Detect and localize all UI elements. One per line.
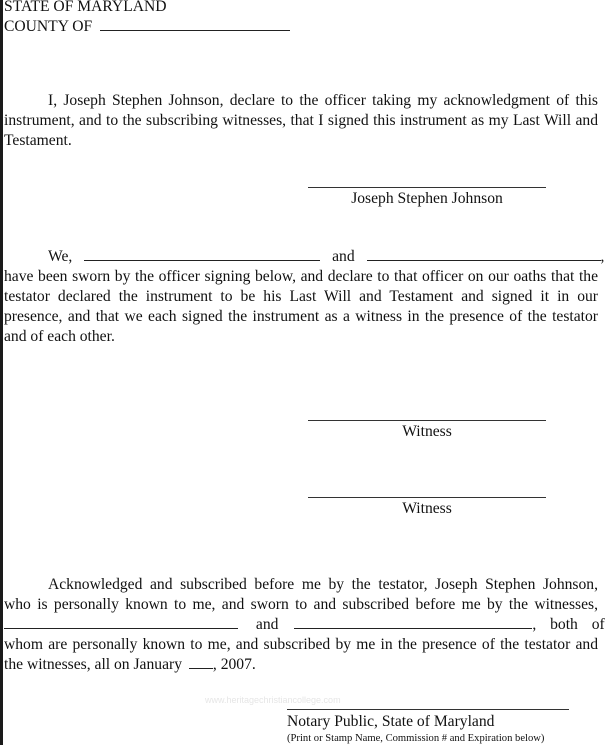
declaration-line-2: instrument, and to the subscribing witnesses, that I signed this instrument as my Last Will and xyxy=(4,112,598,129)
county-line xyxy=(4,17,290,37)
we-label: We, xyxy=(48,248,73,265)
county-blank xyxy=(100,18,290,31)
comma-label: , xyxy=(600,248,605,265)
and-label: and xyxy=(332,248,355,265)
ack-date-end: , 2007. xyxy=(212,656,256,673)
testator-signature-line xyxy=(308,187,546,188)
county-label: COUNTY OF xyxy=(4,18,93,35)
page-left-border xyxy=(0,0,3,745)
witness-statement-line-3: testator declared the instrument to be his Last Will and Testament and signed it in our xyxy=(4,288,598,305)
declaration-line-3: Testament. xyxy=(4,132,72,149)
declaration-line-1: I, Joseph Stephen Johnson, declare to the officer taking my acknowledgment of this xyxy=(48,92,598,109)
notary-title: Notary Public, State of Maryland xyxy=(287,713,495,730)
state-heading: STATE OF MARYLAND xyxy=(4,0,167,15)
ack-and-label: and xyxy=(255,616,279,633)
witness-2-label: Witness xyxy=(402,500,452,517)
witness-2-name-blank xyxy=(367,248,601,261)
ack-witness-2-blank xyxy=(294,616,532,629)
witness-statement-line-2: have been sworn by the officer signing below, and declare to that officer on our oaths that the xyxy=(4,268,598,285)
witness-1-signature-line xyxy=(308,420,546,421)
witness-2-signature-line xyxy=(308,497,546,498)
witness-1-name-blank xyxy=(84,248,320,261)
acknowledgment-line-2: who is personally known to me, and sworn to and subscribed before me by the witnesses, xyxy=(4,596,598,613)
notary-signature-line xyxy=(287,709,569,710)
witness-1-label: Witness xyxy=(402,423,452,440)
acknowledgment-line-4: whom are personally known to me, and subscribed by me in the presence of the testator and xyxy=(4,636,598,653)
witness-statement-line-4: presence, and that we each signed the instrument as a witness in the presence of the testator xyxy=(4,308,598,325)
ack-date-start: the witnesses, all on January xyxy=(4,656,182,673)
ack-day-blank xyxy=(189,656,213,669)
watermark: www.heritagechristiancollege.com xyxy=(205,695,341,705)
acknowledgment-line-5 xyxy=(4,655,256,675)
ack-witness-1-blank xyxy=(4,616,238,629)
both-of-label: , both of xyxy=(532,616,605,633)
witness-names-line xyxy=(48,247,604,267)
witness-statement-line-5: and of each other. xyxy=(4,328,115,345)
acknowledgment-line-1: Acknowledged and subscribed before me by the testator, Joseph Stephen Johnson, xyxy=(48,576,598,593)
testator-name: Joseph Stephen Johnson xyxy=(351,190,503,207)
acknowledgment-line-3 xyxy=(4,615,605,635)
notary-note: (Print or Stamp Name, Commission # and Expiration below) xyxy=(287,733,545,744)
